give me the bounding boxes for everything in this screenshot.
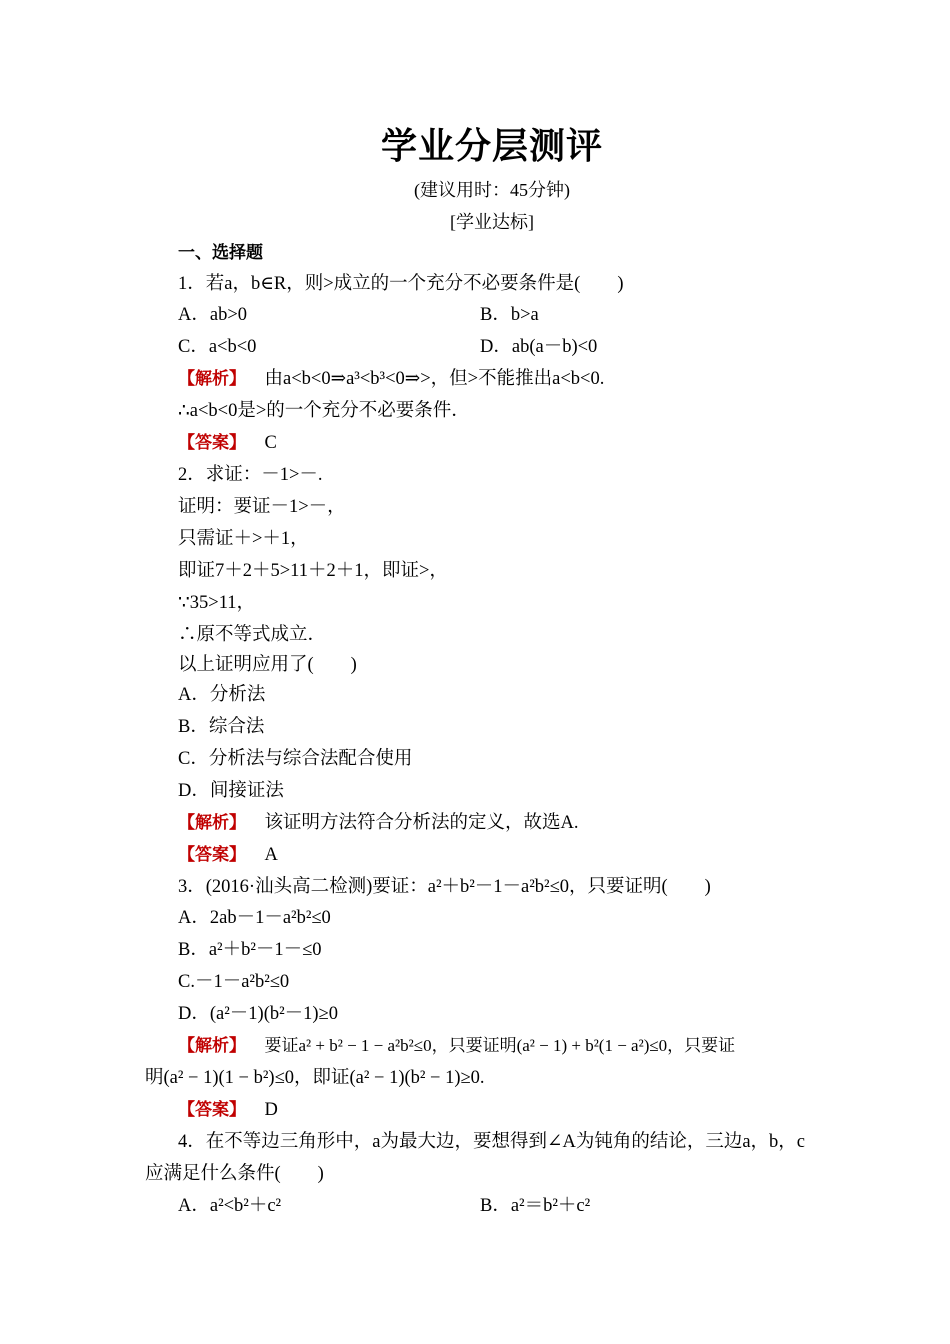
- q4-option-a: A．a²<b²＋c²: [178, 1196, 282, 1216]
- q1-option-a: A．ab>0: [178, 305, 248, 325]
- answer-text: D: [264, 1100, 278, 1120]
- page-title: 学业分层测评: [380, 126, 603, 167]
- q2-line-5: ∴原不等式成立．: [178, 625, 327, 645]
- q4-option-b: B．a²＝b²＋c²: [480, 1196, 591, 1216]
- q3-analysis: [178, 1034, 735, 1058]
- analysis-text: 要证a² + b² − 1 − a²b²≤0，只要证明(a² − 1) + b²(1 − a²)≤0，只要证: [264, 1036, 736, 1055]
- q2-option-d: D．间接证法: [178, 781, 284, 801]
- q4-stem-2: 应满足什么条件( ): [145, 1164, 324, 1184]
- q2-line-2: 只需证＋>＋1，: [178, 529, 309, 549]
- q1-option-b: B．b>a: [480, 305, 539, 325]
- q1-answer: [178, 431, 277, 455]
- q3-option-b: B．a²＋b²－1－≤0: [178, 940, 322, 960]
- analysis-tag: 【解析】: [178, 1036, 246, 1056]
- q2-line-4: ∵35>11，: [178, 593, 256, 613]
- q1-stem: 1．若a，b∈R，则>成立的一个充分不必要条件是( ): [178, 274, 624, 294]
- q2-stem: 2．求证：－1>－.: [178, 465, 323, 485]
- analysis-tag: 【解析】: [178, 813, 246, 833]
- q1-option-c: C．a<b<0: [178, 337, 257, 357]
- q2-line-6: 以上证明应用了( ): [178, 655, 357, 675]
- answer-text: A: [264, 845, 278, 865]
- section-heading: 一、选择题: [178, 243, 263, 263]
- q1-option-d: D．ab(a－b)<0: [480, 337, 598, 357]
- q1-analysis: [178, 367, 604, 391]
- analysis-tag: 【解析】: [178, 369, 246, 389]
- q2-analysis: [178, 811, 579, 835]
- q2-line-1: 证明：要证－1>－，: [178, 497, 346, 517]
- q1-analysis-2: ∴a<b<0是>的一个充分不必要条件．: [178, 401, 470, 421]
- answer-text: C: [264, 433, 277, 453]
- q3-answer: [178, 1098, 278, 1122]
- q2-option-c: C．分析法与综合法配合使用: [178, 749, 413, 769]
- q2-line-3: 即证7＋2＋5>11＋2＋1，即证>，: [178, 561, 448, 581]
- analysis-text: 该证明方法符合分析法的定义，故选A.: [264, 813, 579, 833]
- time-note: (建议用时：45分钟): [414, 180, 570, 200]
- q3-analysis-2: 明(a² − 1)(1 − b²)≤0，即证(a² − 1)(b² − 1)≥0.: [145, 1068, 485, 1088]
- q2-answer: [178, 843, 278, 867]
- q3-option-a: A．2ab－1－a²b²≤0: [178, 908, 331, 928]
- q3-option-c: C.－1－a²b²≤0: [178, 972, 290, 992]
- q2-option-a: A．分析法: [178, 685, 266, 705]
- analysis-text: 由a<b<0⇒a³<b³<0⇒>，但>不能推出a<b<0.: [264, 369, 605, 389]
- q2-option-b: B．综合法: [178, 717, 265, 737]
- q3-option-d: D．(a²－1)(b²－1)≥0: [178, 1004, 338, 1024]
- section-tag: [学业达标]: [450, 212, 534, 232]
- q4-stem: 4．在不等边三角形中，a为最大边，要想得到∠A为钝角的结论，三边a，b，c: [178, 1132, 805, 1152]
- q3-stem: 3．(2016·汕头高二检测)要证：a²＋b²－1－a²b²≤0，只要证明( ): [178, 877, 711, 897]
- answer-tag: 【答案】: [178, 845, 246, 865]
- answer-tag: 【答案】: [178, 1100, 246, 1120]
- answer-tag: 【答案】: [178, 433, 246, 453]
